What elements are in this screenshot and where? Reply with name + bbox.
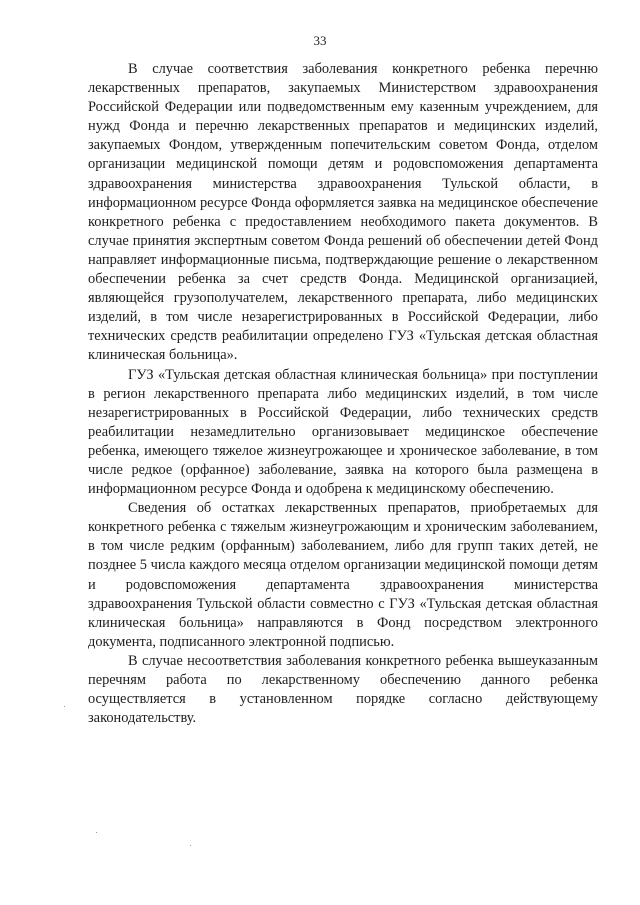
paragraph-hospital-provision: ГУЗ «Тульская детская областная клиническая больница» при поступлении в регион лекарственного препарата либо медицинских изделий, в том числе незарегистрированных в Российской Федерации, либо технических средств реабилитации незамедлительно организовывает медицинское обеспечение ребенка, имеющего тяжелое жизнеугрожающее и хроническое заболевание, в том числе редкое (орфанное) заболевание, заявка на которого была размещена в информационном ресурсе Фонда и одобрена к медицинскому обеспечению. bbox=[88, 366, 598, 498]
scan-speck bbox=[96, 832, 97, 833]
paragraph-nonconformity: В случае несоответствия заболевания конкретного ребенка вышеуказанным перечням работа по лекарственному обеспечению данного ребенка осуществляется в установленном порядке согласно действующему законодательству. bbox=[88, 652, 598, 727]
page-number: 33 bbox=[313, 33, 327, 48]
paragraph-stock-reporting: Сведения об остатках лекарственных препаратов, приобретаемых для конкретного ребенка с тяжелым жизнеугрожающим и хроническим заболеванием, в том числе редким (орфанным) заболеванием, либо для групп таких детей, не позднее 5 числа каждого месяца отделом организации медицинской помощи детям и родовспоможения департамента здравоохранения министерства здравоохранения Тульской области совместно с ГУЗ «Тульская детская областная клиническая больница» направляются в Фонд посредством электронного документа, подписанного электронной подписью. bbox=[88, 500, 598, 650]
document-body bbox=[88, 60, 598, 728]
scan-speck bbox=[190, 845, 191, 846]
paragraph-selection-criteria: В случае соответствия заболевания конкретного ребенка перечню лекарственных препаратов, закупаемых Министерством здравоохранения Российской Федерации или подведомственным ему казенным учреждением, для нужд Фонда и перечню лекарственных препаратов и медицинских изделий, закупаемых Фондом, утвержденным попечительским советом Фонда, отделом организации медицинской помощи детям и родовспоможения департамента здравоохранения министерства здравоохранения Тульской области, в информационном ресурсе Фонда оформляется заявка на медицинское обеспечение конкретного ребенка с предоставлением необходимого пакета документов. В случае принятия экспертным советом Фонда решений об обеспечении детей Фонд направляет информационные письма, подтверждающие решение о лекарственном обеспечении ребенка за счет средств Фонда. Медицинской организацией, являющейся грузополучателем, лекарственного препарата, либо медицинских изделий, в том числе незарегистрированных в Российской Федерации, либо технических средств реабилитации определено ГУЗ «Тульская детская областная клиническая больница». bbox=[88, 61, 598, 364]
scan-speck bbox=[64, 706, 65, 707]
